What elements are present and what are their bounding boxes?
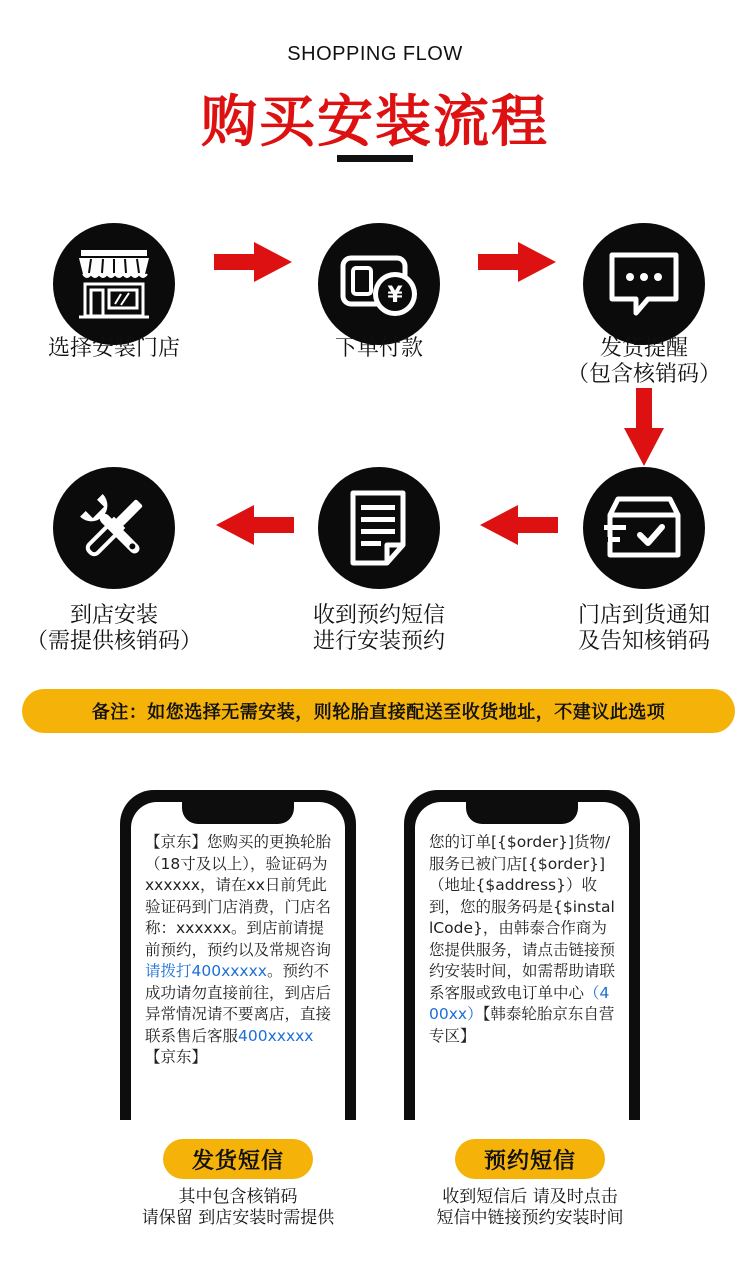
booking-sms-pill: 预约短信: [455, 1139, 605, 1179]
delivery-box-check-icon: [604, 493, 684, 563]
step-4-label-line-2: 及告知核销码: [577, 629, 710, 654]
wrench-screwdriver-icon: [76, 490, 152, 566]
step-6-label: [0, 603, 234, 655]
shipping-sms-caption: [98, 1187, 378, 1229]
page-title: 购买安装流程: [201, 90, 549, 155]
sms-text-continued: 。预约不成功请勿直接前往，到店后异常情况请不要离店，直接联系售后客服: [145, 962, 332, 1045]
step-2-label-line: 下单付款: [334, 336, 423, 361]
phone-screen: [131, 802, 345, 1120]
storefront-icon: [75, 248, 153, 320]
arrow-left-1: [214, 505, 294, 545]
step-6-label-line-2: （需提供核销码）: [25, 629, 202, 654]
step-6-label-line-1: 到店安装: [69, 603, 158, 628]
sms-signature: 【韩泰轮胎京东自营专区】: [429, 1005, 615, 1045]
step-4-label: [524, 603, 750, 655]
booking-sms-caption: [390, 1187, 670, 1229]
sms-service-number[interactable]: 400xxxxx: [238, 1026, 314, 1045]
phone-screen: [415, 802, 629, 1120]
sms-phone-link[interactable]: 请拨打400xxxxx: [145, 962, 267, 980]
step-3-circle: [583, 223, 705, 345]
step-3-label: [524, 336, 750, 388]
phone-mockup-shipping-sms: [120, 790, 356, 1120]
caption-line-1: 其中包含核销码: [178, 1187, 298, 1207]
step-4-label-line-1: 门店到货通知: [577, 603, 710, 628]
caption-line-1: 收到短信后 请及时点击: [442, 1187, 618, 1207]
title-divider: [337, 155, 413, 162]
sms-signature: 【京东】: [145, 1048, 208, 1066]
step-2-label: [259, 336, 499, 362]
sms-text: 您的订单[{$order}]货物/服务已被门店[{$order}]（地址{$address}）收到，您的服务码是{$installCode}，由韩泰合作商为您提供服务，请点击链接预约安装时间，如需帮助请联系客服或致电订单中心: [429, 833, 616, 1002]
arrow-right-1: [214, 242, 294, 282]
caption-line-2: 短信中链接预约安装时间: [436, 1208, 624, 1228]
step-6-circle: [53, 467, 175, 589]
sms-message: [429, 832, 619, 1047]
sms-text: 【京东】您购买的更换轮胎（18寸及以上），验证码为xxxxxx，请在xx日前凭此验证码到门店消费，门店名称：xxxxxx。到店前请提前预约，预约以及常规咨询: [145, 833, 332, 959]
step-4-circle: [583, 467, 705, 589]
step-1-label-line: 选择安装门店: [47, 336, 180, 361]
sms-phone-link[interactable]: （400xx）: [429, 983, 610, 1023]
step-1-circle: [53, 223, 175, 345]
step-5-label-line-2: 进行安装预约: [312, 629, 445, 654]
svg-text:¥: ¥: [387, 283, 403, 308]
step-1-label: [0, 336, 234, 362]
caption-line-2: 请保留 到店安装时需提供: [141, 1208, 335, 1228]
arrow-right-2: [478, 242, 558, 282]
phone-notch: [466, 802, 578, 824]
step-3-label-line-1: 发货提醒: [599, 336, 688, 361]
arrow-left-2: [478, 505, 558, 545]
phone-notch: [182, 802, 294, 824]
step-2-circle: [318, 223, 440, 345]
notice-banner: 备注：如您选择无需安装，则轮胎直接配送至收货地址，不建议此选项: [22, 689, 735, 733]
step-5-label-line-1: 收到预约短信: [312, 603, 445, 628]
step-5-label: [259, 603, 499, 655]
chat-bubble-icon: [606, 249, 682, 319]
step-5-circle: [318, 467, 440, 589]
phone-mockup-booking-sms: [404, 790, 640, 1120]
shipping-sms-pill: 发货短信: [163, 1139, 313, 1179]
document-icon: [347, 489, 411, 567]
arrow-down: [624, 388, 664, 468]
section-subtitle: SHOPPING FLOW: [287, 43, 463, 65]
step-3-label-line-2: （包含核销码）: [566, 362, 721, 387]
yuan-payment-card-icon: [339, 248, 419, 320]
sms-message: [145, 832, 335, 1069]
